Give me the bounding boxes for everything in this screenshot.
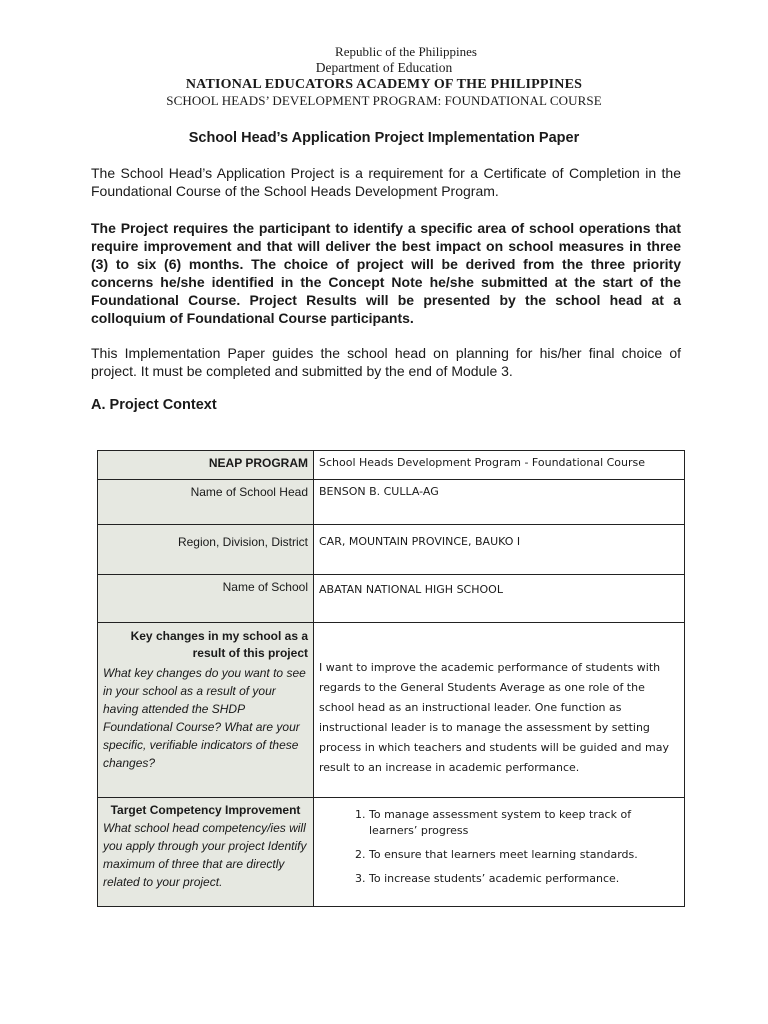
project-context-table: [97, 450, 685, 907]
competency-list: [319, 807, 679, 887]
region-label: Region, Division, District: [98, 525, 314, 575]
list-item: 2. To ensure that learners meet learning standards.: [369, 847, 679, 863]
header-academy: NATIONAL EDUCATORS ACADEMY OF THE PHILIPPINES: [185, 77, 583, 92]
header-department: Department of Education: [315, 60, 453, 75]
school-name-label: Name of School: [98, 575, 314, 623]
school-head-value: BENSON B. CULLA-AG: [314, 480, 685, 525]
neap-program-value: School Heads Development Program - Foundational Course: [314, 451, 685, 480]
table-row: [98, 798, 685, 907]
competency-cell: [98, 798, 314, 907]
school-head-label: Name of School Head: [98, 480, 314, 525]
key-changes-cell-value: [314, 623, 685, 798]
table-row: [98, 451, 685, 480]
region-value: CAR, MOUNTAIN PROVINCE, BAUKO I: [314, 525, 685, 575]
competency-values-cell: [314, 798, 685, 907]
table-row: [98, 480, 685, 525]
header-program: SCHOOL HEADS’ DEVELOPMENT PROGRAM: FOUNDATIONAL COURSE: [166, 93, 602, 108]
key-changes-value: I want to improve the academic performance of students with regards to the General Students Average as one role of the school head as an instructional leader. One function as instructional leader is to manage the assessment by setting process in which teachers and students will be guided and may result to an increase in academic performance.: [319, 661, 669, 774]
list-item: 1. To manage assessment system to keep track of learners’ progress: [369, 807, 679, 839]
competency-label: Target Competency Improvement: [110, 803, 301, 817]
document-header: [0, 44, 768, 109]
requirements-paragraph: The Project requires the participant to identify a specific area of school operations that require improvement and that will deliver the best impact on school measures in three (3) to six (6) months. The choice of project will be derived from the three priority concerns he/she identified in the Concept Note he/she submitted at the start of the Foundational Course. Project Results will be presented by the school head at a colloquium of Foundational Course participants.: [91, 220, 681, 326]
school-name-value: ABATAN NATIONAL HIGH SCHOOL: [314, 575, 685, 623]
header-republic: Republic of the Philippines: [335, 44, 477, 59]
guide-paragraph: This Implementation Paper guides the school head on planning for his/her final choice of project. It must be completed and submitted by the end of Module 3.: [91, 345, 681, 379]
table-row: [98, 575, 685, 623]
page-title: School Head’s Application Project Implementation Paper: [188, 130, 580, 146]
intro-paragraph: The School Head’s Application Project is a requirement for a Certificate of Completion in the Foundational Course of the School Heads Development Program.: [91, 165, 681, 199]
table-row: [98, 525, 685, 575]
list-item: 3. To increase students’ academic performance.: [369, 871, 679, 887]
neap-program-label: NEAP PROGRAM: [98, 451, 314, 480]
key-changes-prompt: What key changes do you want to see in your school as a result of your having attended the SHDP Foundational Course? What are your specific, verifiable indicators of these changes?: [103, 666, 306, 770]
table-row: [98, 623, 685, 798]
competency-prompt: What school head competency/ies will you apply through your project Identify maximum of three that are directly related to your project.: [103, 821, 307, 889]
section-heading: A. Project Context: [91, 397, 217, 413]
key-changes-label: Key changes in my school as a result of this project: [130, 629, 308, 660]
key-changes-cell: [98, 623, 314, 798]
